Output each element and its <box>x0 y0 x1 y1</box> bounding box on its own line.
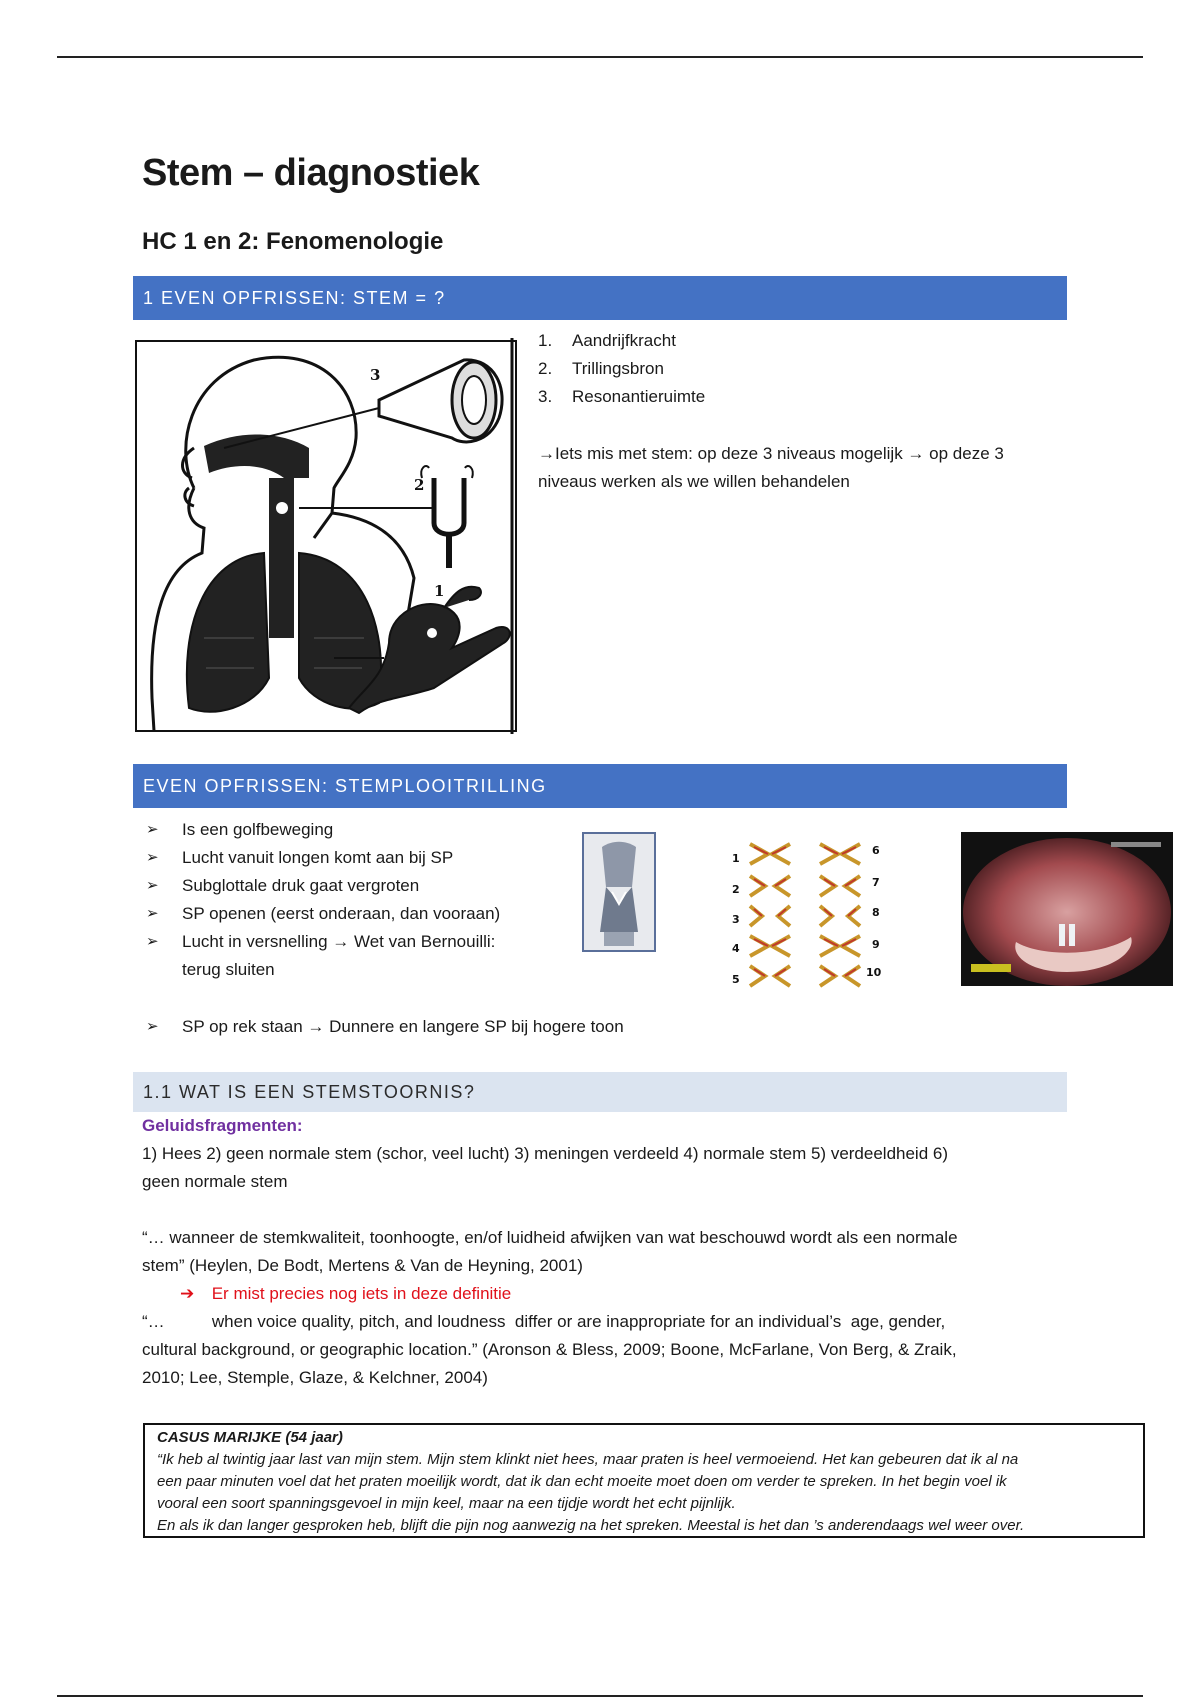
section-band-stem: 1 EVEN OPFRISSEN: STEM = ? <box>133 276 1067 320</box>
top-rule <box>57 56 1143 58</box>
vocal-fold-glyph <box>750 906 790 926</box>
page-title: Stem – diagnostiek <box>142 152 480 194</box>
section-band-vibration: EVEN OPFRISSEN: STEMPLOOITRILLING <box>133 764 1067 808</box>
phase-number: 5 <box>732 973 740 986</box>
list-item: ➢ SP openen (eerst onderaan, dan vooraan) <box>146 904 501 923</box>
voice-anatomy-figure <box>134 338 520 734</box>
definition-quote: “… wanneer de stemkwaliteit, toonhoogte, en/of luidheid afwijken van wat beschouwd wordt als een normale <box>142 1228 958 1247</box>
phase-number: 2 <box>732 883 740 896</box>
list-item: ➢ Lucht vanuit longen komt aan bij SP <box>146 848 454 867</box>
case-line: een paar minuten voel dat het praten moeilijk wordt, dat ik dan echt moeite moet doen om verder te spreken. In het begin voel ik <box>157 1473 1007 1490</box>
arrow-icon: ➔ <box>180 1284 195 1303</box>
list-item: ➢ Lucht in versnelling → Wet van Bernouilli: <box>146 932 496 951</box>
figure-label-1: 1 <box>434 582 445 600</box>
list-item: ➢ SP op rek staan → Dunnere en langere SP bij hogere toon <box>146 1017 624 1036</box>
phase-number: 6 <box>872 844 880 857</box>
vocal-fold-phases-figure <box>728 836 898 992</box>
vibration-bullets <box>146 816 566 984</box>
case-line: vooral een soort spanningsgevoel in mijn keel, maar na een tijdje wordt het echt pijnlijk. <box>157 1495 736 1512</box>
definition-quote-en: “… when voice quality, pitch, and loudness differ or are inappropriate for an individual’s age, gender, <box>142 1312 946 1331</box>
vocal-fold-glyph <box>750 876 790 896</box>
vibration-bullet-last <box>146 1013 846 1041</box>
section-band-voice-disorder: 1.1 WAT IS EEN STEMSTOORNIS? <box>133 1072 1067 1112</box>
definition-quote-en: 2010; Lee, Stemple, Glaze, & Kelchner, 2004) <box>142 1368 488 1387</box>
fragments-label: Geluidsfragmenten: <box>142 1116 303 1135</box>
definition-quote: stem” (Heylen, De Bodt, Mertens & Van de Heyning, 2001) <box>142 1256 583 1275</box>
list-item-continued: terug sluiten <box>182 960 275 979</box>
figure-label-3: 3 <box>370 366 381 384</box>
vocal-fold-glyph <box>820 966 860 986</box>
levels-note: →Iets mis met stem: op deze 3 niveaus mogelijk → op deze 3 niveaus werken als we willen behandelen <box>538 444 1004 491</box>
phase-number: 8 <box>872 906 880 919</box>
anatomy-drawing <box>134 338 520 734</box>
vocal-fold-glyph <box>820 906 860 926</box>
case-title: CASUS MARIJKE (54 jaar) <box>157 1429 343 1446</box>
list-item: ➢ Subglottale druk gaat vergroten <box>146 876 420 895</box>
phase-number: 10 <box>866 966 882 979</box>
case-box <box>143 1423 1145 1538</box>
phase-number: 9 <box>872 938 880 951</box>
endoscopy-photo <box>961 832 1173 986</box>
fragments-line: geen normale stem <box>142 1172 288 1191</box>
larynx-section-image <box>582 832 656 952</box>
figure-label-2: 2 <box>414 476 425 494</box>
page-subtitle: HC 1 en 2: Fenomenologie <box>142 228 444 255</box>
case-line: “Ik heb al twintig jaar last van mijn stem. Mijn stem klinkt niet hees, maar praten is heel vermoeiend. Het kan gebeuren dat ik al na <box>157 1451 1019 1468</box>
vocal-fold-glyph <box>750 966 790 986</box>
list-item: ➢ Is een golfbeweging <box>146 820 334 839</box>
case-line: En als ik dan langer gesproken heb, blijft die pijn nog aanwezig na het spreken. Meestal is het dan ’s anderendaags wel weer over. <box>157 1517 1025 1534</box>
list-item: 2. Trillingsbron <box>538 359 664 378</box>
voice-components-list <box>538 327 1058 411</box>
bottom-rule <box>57 1695 1143 1697</box>
missing-note: ➔ Er mist precies nog iets in deze definitie <box>180 1284 512 1303</box>
phase-number: 4 <box>732 942 740 955</box>
list-item: 3. Resonantieruimte <box>538 387 706 406</box>
phase-number: 7 <box>872 876 880 889</box>
definition-quote-en: cultural background, or geographic location.” (Aronson & Bless, 2009; Boone, McFarlane, Von Berg, & Zraik, <box>142 1340 957 1359</box>
voice-disorder-content <box>142 1112 1082 1392</box>
phase-number: 1 <box>732 852 740 865</box>
list-item: 1. Aandrijfkracht <box>538 331 676 350</box>
fragments-line: 1) Hees 2) geen normale stem (schor, veel lucht) 3) meningen verdeeld 4) normale stem 5) verdeeldheid 6) <box>142 1144 949 1163</box>
phase-number: 3 <box>732 913 740 926</box>
vocal-fold-glyph <box>820 876 860 896</box>
